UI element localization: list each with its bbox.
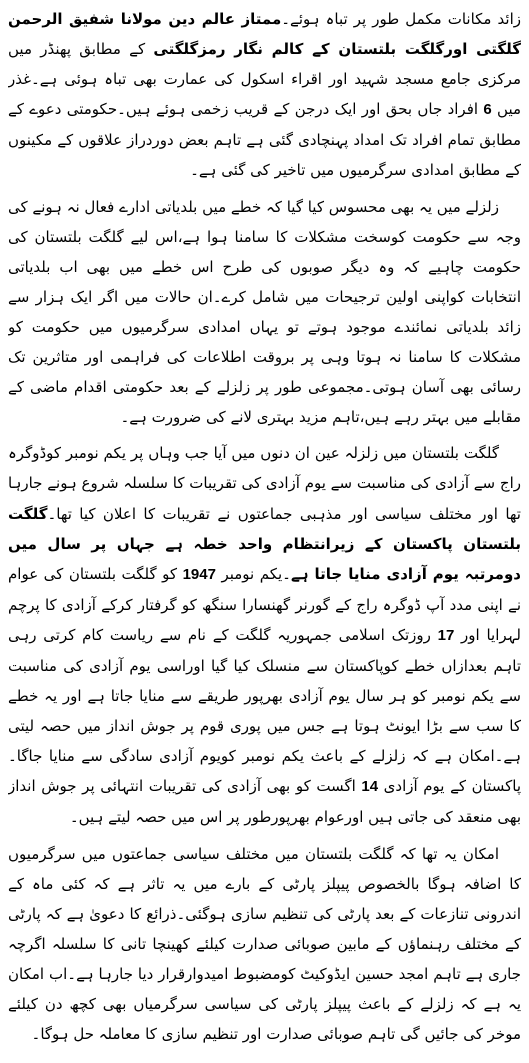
bold-text-run: گلگت بلتستان پاکستان کے زیرانتظام واحد خطہ ہے جہاں پر سال میں دومرتبہ یوم آزادی منایا جاتا ہے: [8, 504, 521, 583]
bold-text-run: ممتاز عالم دین مولانا شفیق الرحمن گلگتی اورگلگت بلتستان کے کالم نگار رمزگلگتی: [8, 10, 521, 59]
article-paragraph: [8, 839, 521, 1050]
numeric-text: 1947: [182, 565, 216, 583]
text-run: کے مطابق پھنڈر میں مرکزی جامع مسجد شہید اور اقراء اسکول کی عمارت بھی تباہ ہوئی ہے۔غذر میں: [8, 40, 521, 119]
text-run: کو گلگت بلتستان کی عوام نے اپنی مدد آپ ڈوگرہ راج کے گورنر گھنسارا سنگھ کو گرفتار کرکے آزادی کا پرچم لہرایا اور: [8, 564, 521, 644]
text-run: زائد مکانات مکمل طور پر تباہ ہوئے۔: [281, 10, 521, 28]
article-paragraph: [8, 438, 521, 832]
numeric-text: 6: [483, 101, 492, 119]
text-run: افراد جاں بحق اور ایک درجن کے قریب زخمی ہوئے ہیں۔حکومتی دعوے کے مطابق تمام افراد تک امداد پہنچادی گئی ہے تاہم بعض دوردراز علاقوں کے مکینوں کے مطابق امدادی سرگرمیوں میں تاخیر کی گئی ہے۔: [8, 100, 521, 180]
text-run: زلزلے میں یہ بھی محسوس کیا گیا کہ خطے میں بلدیاتی ادارے فعال نہ ہونے کی وجہ سے حکومت کوسخت مشکلات کا سامنا ہوا ہے،اس لیے گلگت بلتستان کی حکومت چاہیے کہ وہ دیگر صوبوں کی طرح اس خطے میں بھی اب بلدیاتی انتخابات کواپنی اولین ترجیحات میں شامل کرے۔ان حالات میں اگر ایک ہزار سے زائد بلدیاتی نمائندے موجود ہوتے تو یہاں امدادی سرگرمیوں میں حکومت کو مشکلات کا سامنا نہ ہوتا وہی پر بروقت اطلاعات کی فراہمی اور متاثرین تک رسائی بھی آسان ہوتی۔مجموعی طور پر زلزلے کے بعد حکومتی اقدام ماضی کے مقابلے میں بہتر رہے ہیں،تاہم مزید بہتری لانے کی ضرورت ہے۔: [8, 197, 521, 427]
text-run: گلگت بلتستان میں زلزلہ عین ان دنوں میں آیا جب وہاں پر یکم نومبر کوڈوگرہ راج سے آزادی کی مناسبت سے یوم آزادی کی تقریبات کا سلسلہ شروع ہونے جارہا تھا اور مختلف سیاسی اور مذہبی جماعتوں نے تقریبات کا اعلان کیا تھا۔: [8, 444, 521, 523]
article-paragraph: [8, 4, 521, 186]
text-run: امکان یہ تھا کہ گلگت بلتستان میں مختلف سیاسی جماعتوں میں سرگرمیوں کا اضافہ ہوگا بالخصوص پیپلز پارٹی کے بارے میں یہ تاثر ہے کہ کئی ماہ کے اندرونی تنازعات کے بعد پارٹی کی تنظیم سازی ہوگئی۔ذرائع کا دعویٰ ہے کہ پارٹی کے مختلف رہنماؤں کے مابین صوبائی صدارت کیلئے کھینچا تانی کا سلسلہ اگرچہ جاری ہے تاہم امجد حسین ایڈوکیٹ کومضبوط امیدوارقرار دیا جارہا ہے۔اب امکان یہ ہے کہ زلزلے کے باعث پیپلز پارٹی کی سیاسی سرگرمیاں بھی کچھ دن کیلئے موخر کی جائیں گی تاہم صوبائی صدارت اور تنظیم سازی کا معاملہ حل ہوگا۔: [8, 844, 521, 1044]
numeric-text: 14: [361, 778, 379, 796]
text-run: ۔یکم نومبر: [215, 564, 291, 583]
numeric-text: 17: [437, 626, 455, 644]
text-run: اگست کو بھی آزادی کی تقریبات انتہائی پر جوش انداز بھی منعقد کی جاتی ہیں اورعوام بھرپورطور پر اس میں حصہ لیتے ہیں۔: [8, 777, 521, 827]
text-run: روزتک اسلامی جمہوریہ گلگت کے نام سے ریاست کام کرتی رہی تاہم بعدازاں خطے کوپاکستان سے منسلک کیا گیا اوراسی یوم آزادی کی مناسبت سے یکم نومبر کو ہر سال یوم آزادی بھرپور طریقے سے منایا جاتا ہے اور یہ خطے کا سب سے بڑا ایونٹ ہوتا ہے جس میں پوری قوم پر جوش انداز میں حصہ لیتی ہے۔امکان ہے کہ زلزلے کے باعث یکم نومبر کویوم آزادی سادگی سے منایا جاگا۔پاکستان کے یوم آزادی: [8, 625, 521, 796]
article-body: [8, 4, 521, 1058]
article-paragraph: [8, 192, 521, 433]
